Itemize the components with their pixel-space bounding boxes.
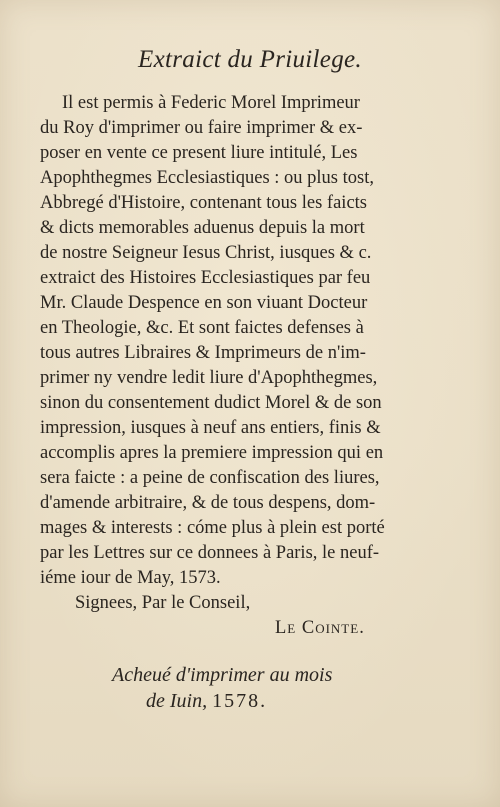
privilege-line: poser en vente ce present liure intitulé, Les: [40, 143, 358, 163]
privilege-line: en Theologie, &c. Et sont faictes defenses à: [40, 318, 364, 338]
privilege-line: Il est permis à Federic Morel Imprimeur: [62, 93, 360, 113]
colophon-month: de Iuin,: [146, 690, 208, 712]
privilege-line: Apophthegmes Ecclesiastiques : ou plus tost,: [40, 168, 374, 188]
privilege-line: d'amende arbitraire, & de tous despens, dom-: [40, 493, 376, 513]
privilege-line: accomplis apres la premiere impression qui en: [40, 443, 384, 463]
privilege-line: Abbregé d'Histoire, contenant tous les faicts: [40, 193, 367, 213]
privilege-line: de nostre Seigneur Iesus Christ, iusques & c.: [40, 243, 372, 263]
privilege-line: iéme iour de May, 1573.: [40, 568, 221, 588]
page-heading: Extraict du Priuilege.: [138, 46, 362, 73]
colophon-date: [146, 688, 346, 714]
privilege-line: primer ny vendre ledit liure d'Apophthegmes,: [40, 368, 378, 388]
privilege-line: impression, iusques à neuf ans entiers, finis &: [40, 418, 381, 438]
privilege-line: sinon du consentement dudict Morel & de son: [40, 393, 382, 413]
privilege-line: & dicts memorables aduenus depuis la mort: [40, 218, 365, 238]
privilege-line: extraict des Histoires Ecclesiastiques par feu: [40, 268, 371, 288]
signees-line: Signees, Par le Conseil,: [75, 593, 251, 613]
privilege-line: mages & interests : cóme plus à plein est porté: [40, 518, 385, 538]
colophon-year: 1578.: [212, 690, 268, 712]
privilege-line: du Roy d'imprimer ou faire imprimer & ex-: [40, 118, 363, 138]
privilege-line: sera faicte : a peine de confiscation des liures,: [40, 468, 380, 488]
colophon-line: Acheué d'imprimer au mois: [112, 664, 333, 686]
signature: Le Cointe.: [275, 618, 365, 638]
privilege-line: tous autres Libraires & Imprimeurs de n'im-: [40, 343, 366, 363]
privilege-line: par les Lettres sur ce donnees à Paris, le neuf-: [40, 543, 380, 563]
privilege-line: Mr. Claude Despence en son viuant Docteur: [40, 293, 368, 313]
